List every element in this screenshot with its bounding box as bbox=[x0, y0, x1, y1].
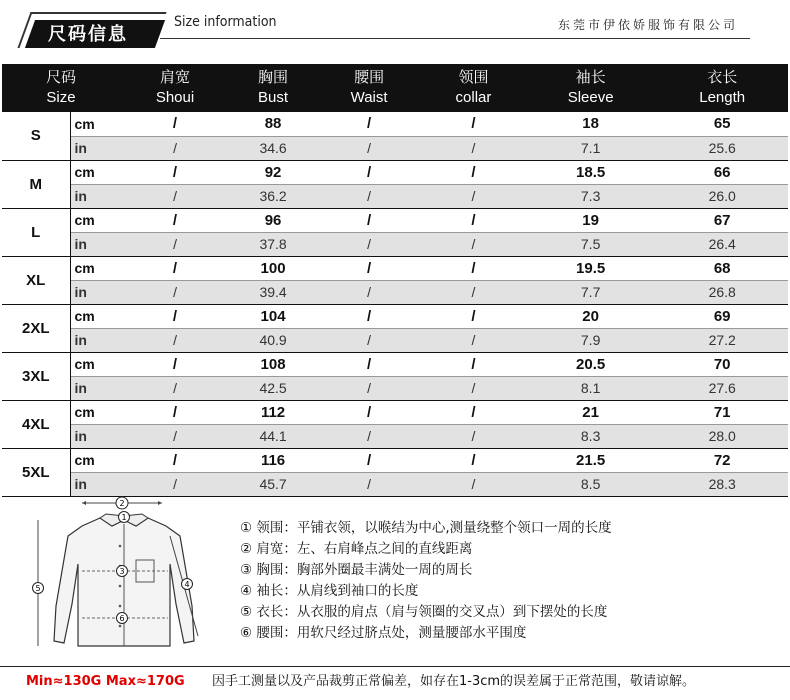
measurement-notes bbox=[240, 518, 612, 644]
marker-2: 2 bbox=[119, 499, 125, 508]
column-header-en: Length bbox=[699, 89, 746, 106]
table-cell: 28.0 bbox=[656, 424, 788, 448]
table-cell: / bbox=[120, 328, 230, 352]
size-table bbox=[2, 64, 788, 497]
table-cell: / bbox=[120, 424, 230, 448]
column-header-en: Bust bbox=[258, 89, 289, 106]
column-header-sleeve bbox=[525, 64, 657, 112]
table-cell: 26.4 bbox=[656, 232, 788, 256]
table-cell: / bbox=[316, 424, 422, 448]
table-cell: 26.8 bbox=[656, 280, 788, 304]
size-label: M bbox=[2, 160, 70, 208]
marker-4: 4 bbox=[184, 580, 190, 589]
table-cell: / bbox=[120, 304, 230, 328]
column-header-en: Sleeve bbox=[567, 89, 614, 106]
column-header-en: Size bbox=[46, 89, 76, 106]
table-row bbox=[2, 472, 788, 496]
column-header-waist bbox=[316, 64, 422, 112]
table-row bbox=[2, 208, 788, 232]
unit-label: cm bbox=[70, 160, 120, 184]
unit-label: cm bbox=[70, 448, 120, 472]
table-cell: 25.6 bbox=[656, 136, 788, 160]
table-cell: 8.3 bbox=[525, 424, 657, 448]
table-cell: 18 bbox=[525, 112, 657, 136]
column-header-zh: 尺码 bbox=[45, 69, 76, 86]
size-information-label: Size information bbox=[174, 14, 277, 30]
table-cell: 67 bbox=[656, 208, 788, 232]
unit-label: in bbox=[70, 328, 120, 352]
table-row bbox=[2, 184, 788, 208]
unit-label: cm bbox=[70, 112, 120, 136]
table-cell: 7.9 bbox=[525, 328, 657, 352]
unit-label: in bbox=[70, 136, 120, 160]
table-cell: / bbox=[120, 256, 230, 280]
table-cell: / bbox=[422, 400, 525, 424]
table-cell: / bbox=[316, 328, 422, 352]
table-cell: 8.5 bbox=[525, 472, 657, 496]
table-cell: 44.1 bbox=[230, 424, 316, 448]
table-cell: 104 bbox=[230, 304, 316, 328]
table-cell: / bbox=[316, 304, 422, 328]
table-row bbox=[2, 280, 788, 304]
column-header-zh: 领围 bbox=[458, 69, 489, 86]
table-cell: / bbox=[422, 304, 525, 328]
unit-label: cm bbox=[70, 304, 120, 328]
table-cell: / bbox=[316, 112, 422, 136]
table-cell: 88 bbox=[230, 112, 316, 136]
table-cell: / bbox=[120, 280, 230, 304]
table-cell: 34.6 bbox=[230, 136, 316, 160]
column-header-en: Shoui bbox=[155, 89, 195, 106]
column-header-zh: 衣长 bbox=[707, 69, 738, 86]
table-cell: / bbox=[422, 376, 525, 400]
table-cell: / bbox=[120, 112, 230, 136]
table-row bbox=[2, 424, 788, 448]
unit-label: in bbox=[70, 424, 120, 448]
table-row bbox=[2, 136, 788, 160]
table-cell: / bbox=[316, 280, 422, 304]
table-row bbox=[2, 376, 788, 400]
table-cell: / bbox=[422, 448, 525, 472]
column-header-shoui bbox=[120, 64, 230, 112]
unit-label: in bbox=[70, 184, 120, 208]
table-cell: / bbox=[120, 352, 230, 376]
table-cell: / bbox=[120, 136, 230, 160]
table-cell: 7.1 bbox=[525, 136, 657, 160]
table-cell: / bbox=[422, 184, 525, 208]
note-shoulder: ② 肩宽：左、右肩峰点之间的直线距离 bbox=[240, 541, 473, 557]
table-cell: / bbox=[316, 160, 422, 184]
table-cell: 26.0 bbox=[656, 184, 788, 208]
tag-title: 尺码信息 bbox=[48, 24, 128, 45]
note-collar: ① 领围：平铺衣领，以喉结为中心,测量绕整个领口一周的长度 bbox=[240, 520, 612, 536]
marker-6: 6 bbox=[119, 614, 125, 623]
table-cell: 42.5 bbox=[230, 376, 316, 400]
table-cell: / bbox=[422, 232, 525, 256]
footer-divider bbox=[0, 666, 790, 667]
unit-label: cm bbox=[70, 400, 120, 424]
unit-label: cm bbox=[70, 208, 120, 232]
column-header-zh: 肩宽 bbox=[160, 69, 191, 86]
table-cell: / bbox=[422, 136, 525, 160]
table-cell: 21 bbox=[525, 400, 657, 424]
table-cell: 20 bbox=[525, 304, 657, 328]
table-cell: 112 bbox=[230, 400, 316, 424]
table-row bbox=[2, 352, 788, 376]
table-cell: 72 bbox=[656, 448, 788, 472]
table-cell: 7.5 bbox=[525, 232, 657, 256]
table-row bbox=[2, 448, 788, 472]
column-header-en: collar bbox=[455, 89, 492, 106]
table-cell: 21.5 bbox=[525, 448, 657, 472]
table-cell: 37.8 bbox=[230, 232, 316, 256]
table-cell: / bbox=[422, 352, 525, 376]
table-cell: 18.5 bbox=[525, 160, 657, 184]
table-cell: 27.2 bbox=[656, 328, 788, 352]
marker-5: 5 bbox=[35, 584, 41, 593]
table-row bbox=[2, 232, 788, 256]
table-cell: 70 bbox=[656, 352, 788, 376]
column-header-zh: 腰围 bbox=[354, 69, 385, 86]
footer bbox=[16, 672, 786, 692]
table-cell: 7.7 bbox=[525, 280, 657, 304]
note-length: ⑤ 衣长：从衣服的肩点（肩与领圈的交叉点）到下摆处的长度 bbox=[240, 604, 608, 620]
table-cell: 69 bbox=[656, 304, 788, 328]
table-row bbox=[2, 160, 788, 184]
table-cell: / bbox=[422, 328, 525, 352]
table-row bbox=[2, 304, 788, 328]
table-cell: 96 bbox=[230, 208, 316, 232]
table-row bbox=[2, 328, 788, 352]
size-label: 4XL bbox=[2, 400, 70, 448]
table-cell: / bbox=[120, 376, 230, 400]
column-header-length bbox=[656, 64, 788, 112]
table-cell: 116 bbox=[230, 448, 316, 472]
size-label: S bbox=[2, 112, 70, 160]
unit-label: in bbox=[70, 472, 120, 496]
size-label: 5XL bbox=[2, 448, 70, 496]
table-header-row bbox=[2, 64, 788, 112]
table-cell: / bbox=[422, 472, 525, 496]
weight-range: Min≈130G Max≈170G bbox=[26, 674, 185, 689]
table-cell: 19.5 bbox=[525, 256, 657, 280]
table-cell: / bbox=[120, 400, 230, 424]
table-cell: / bbox=[120, 160, 230, 184]
table-cell: 20.5 bbox=[525, 352, 657, 376]
table-cell: / bbox=[316, 352, 422, 376]
table-cell: 40.9 bbox=[230, 328, 316, 352]
note-waist: ⑥ 腰围：用软尺经过脐点处，测量腰部水平围度 bbox=[240, 625, 527, 641]
table-cell: 45.7 bbox=[230, 472, 316, 496]
table-cell: / bbox=[316, 136, 422, 160]
unit-label: in bbox=[70, 280, 120, 304]
table-cell: 71 bbox=[656, 400, 788, 424]
table-cell: / bbox=[316, 376, 422, 400]
table-cell: / bbox=[316, 472, 422, 496]
table-cell: / bbox=[316, 208, 422, 232]
marker-1: 1 bbox=[121, 513, 127, 522]
table-row bbox=[2, 256, 788, 280]
table-cell: / bbox=[120, 184, 230, 208]
table-cell: / bbox=[316, 256, 422, 280]
column-header-size bbox=[2, 64, 120, 112]
table-row bbox=[2, 400, 788, 424]
table-row bbox=[2, 112, 788, 136]
unit-label: in bbox=[70, 376, 120, 400]
company-name: 东莞市伊依娇服饰有限公司 bbox=[557, 18, 738, 32]
header bbox=[0, 0, 790, 58]
size-label: XL bbox=[2, 256, 70, 304]
column-header-bust bbox=[230, 64, 316, 112]
column-header-zh: 袖长 bbox=[575, 69, 606, 86]
table-cell: 92 bbox=[230, 160, 316, 184]
table-cell: / bbox=[422, 208, 525, 232]
table-cell: / bbox=[316, 400, 422, 424]
column-header-collar bbox=[422, 64, 525, 112]
marker-3: 3 bbox=[119, 567, 125, 576]
column-header-zh: 胸围 bbox=[258, 69, 289, 86]
table-cell: / bbox=[120, 448, 230, 472]
table-cell: / bbox=[422, 256, 525, 280]
table-cell: / bbox=[316, 448, 422, 472]
table-cell: 100 bbox=[230, 256, 316, 280]
table-cell: / bbox=[316, 232, 422, 256]
size-label: 3XL bbox=[2, 352, 70, 400]
table-cell: 39.4 bbox=[230, 280, 316, 304]
shirt-diagram bbox=[20, 496, 220, 656]
table-cell: / bbox=[120, 208, 230, 232]
table-cell: 108 bbox=[230, 352, 316, 376]
table-cell: 66 bbox=[656, 160, 788, 184]
table-cell: / bbox=[422, 424, 525, 448]
table-cell: 28.3 bbox=[656, 472, 788, 496]
table-cell: / bbox=[120, 472, 230, 496]
table-cell: / bbox=[120, 232, 230, 256]
table-cell: / bbox=[316, 184, 422, 208]
table-cell: / bbox=[422, 160, 525, 184]
table-cell: 19 bbox=[525, 208, 657, 232]
note-bust: ③ 胸围：胸部外圈最丰满处一周的周长 bbox=[240, 562, 473, 578]
unit-label: in bbox=[70, 232, 120, 256]
size-label: L bbox=[2, 208, 70, 256]
table-cell: 65 bbox=[656, 112, 788, 136]
note-sleeve: ④ 袖长：从肩线到袖口的长度 bbox=[240, 583, 419, 599]
table-cell: / bbox=[422, 280, 525, 304]
column-header-en: Waist bbox=[350, 89, 388, 106]
table-cell: 36.2 bbox=[230, 184, 316, 208]
unit-label: cm bbox=[70, 256, 120, 280]
table-cell: 68 bbox=[656, 256, 788, 280]
table-cell: 7.3 bbox=[525, 184, 657, 208]
table-cell: 27.6 bbox=[656, 376, 788, 400]
table-cell: 8.1 bbox=[525, 376, 657, 400]
unit-label: cm bbox=[70, 352, 120, 376]
tolerance-note: 因手工测量以及产品裁剪正常偏差，如存在1-3cm的误差属于正常范围，敬请谅解。 bbox=[212, 674, 696, 689]
table-cell: / bbox=[422, 112, 525, 136]
size-label: 2XL bbox=[2, 304, 70, 352]
header-divider bbox=[160, 38, 750, 39]
